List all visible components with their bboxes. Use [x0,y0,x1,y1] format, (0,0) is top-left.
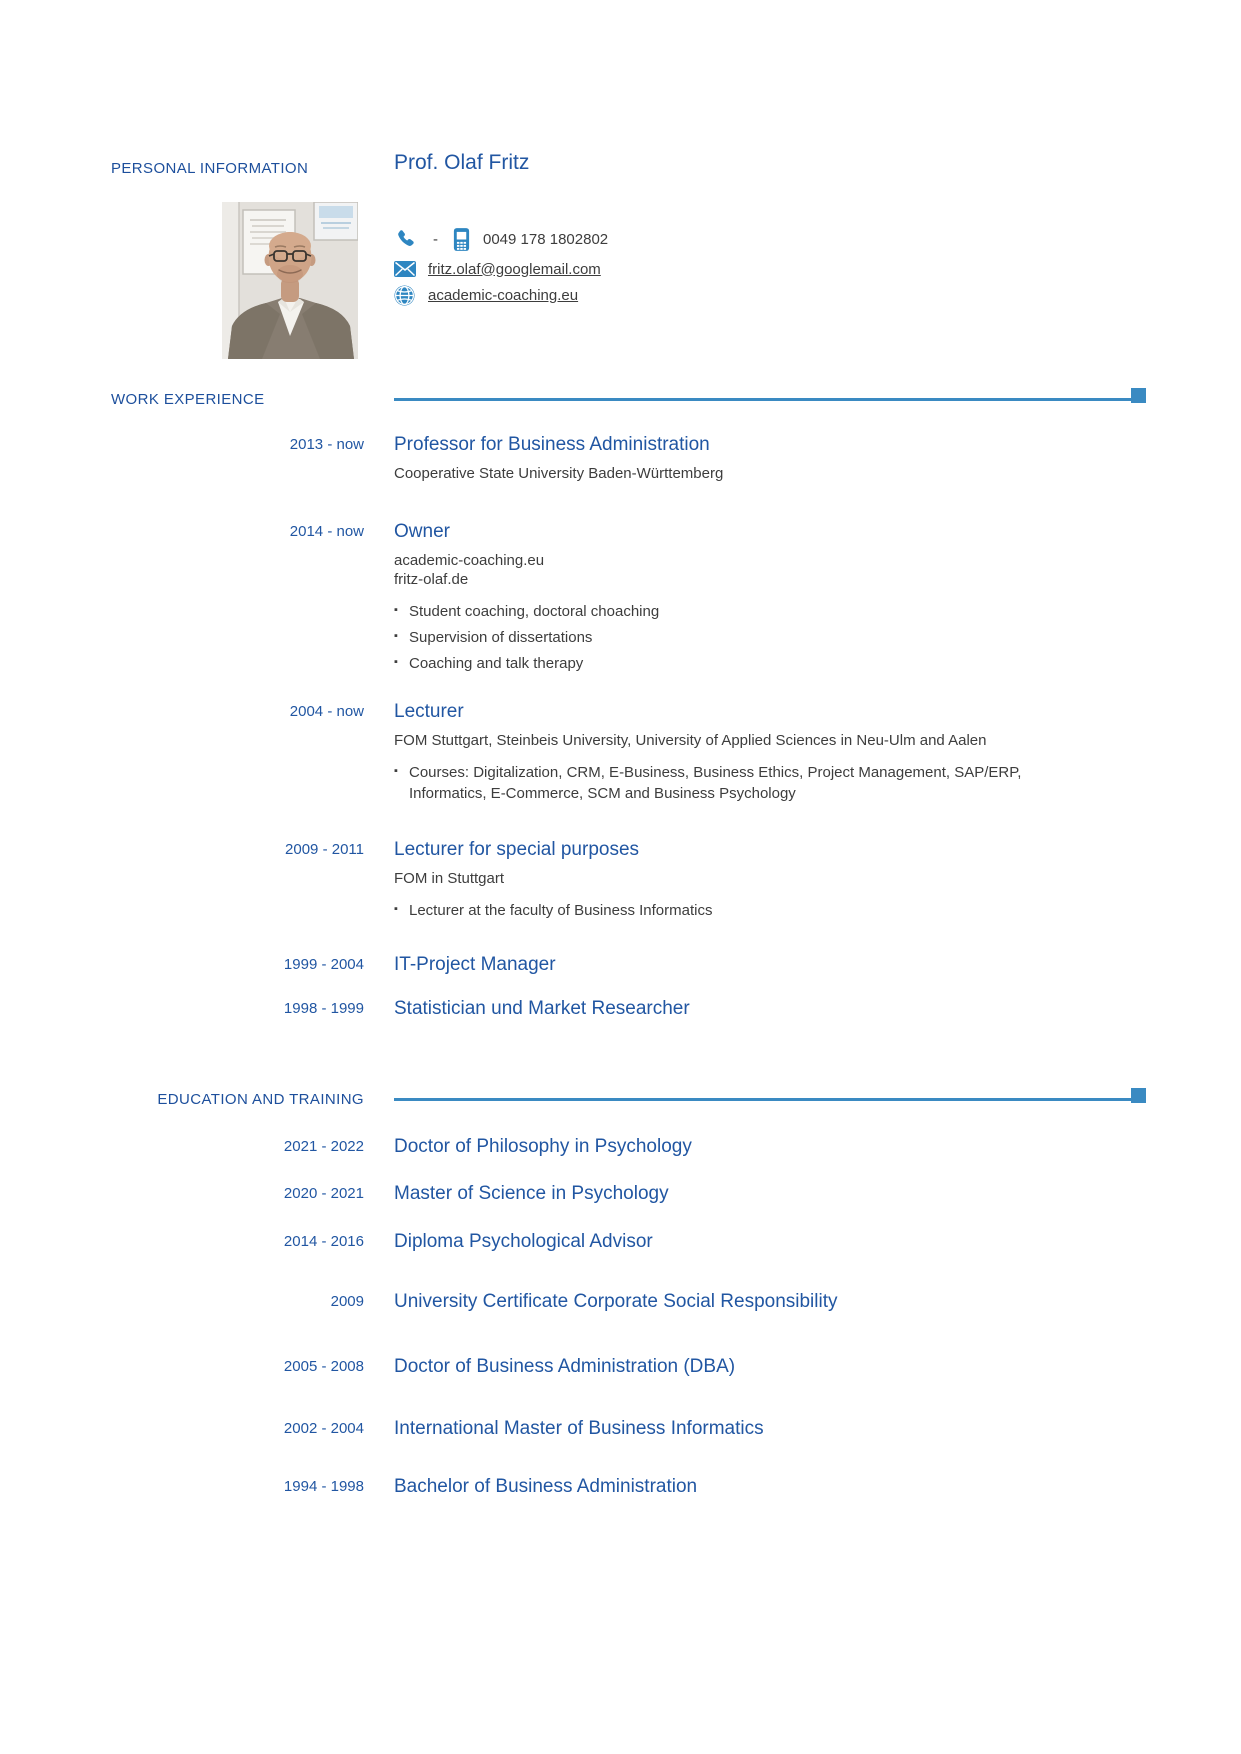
work-entry [0,838,1241,926]
entry-period: 1998 - 1999 [283,1000,364,1017]
entry-title: Doctor of Philosophy in Psychology [394,1136,692,1157]
phone-value: - [433,230,438,248]
education-entry [0,1417,1241,1440]
contact-row-phone [394,226,608,252]
education-entry [0,1230,1241,1253]
entry-title: Statistician und Market Researcher [394,998,690,1019]
entry-period: 2014 - now [289,523,364,540]
entry-period: 1999 - 2004 [283,956,364,973]
work-entry [0,433,1241,483]
entry-period: 2005 - 2008 [283,1358,364,1375]
work-entry [0,520,1241,679]
education-entry [0,1355,1241,1378]
entry-organisation: FOM Stuttgart, Steinbeis University, University of Applied Sciences in Neu-Ulm and Aalen [394,732,987,749]
education-entry [0,1290,1241,1313]
entry-bullet-list [394,762,1054,804]
mobile-phone-icon [452,227,471,252]
education-section-rule-endcap [1131,1088,1146,1103]
entry-organisation: FOM in Stuttgart [394,870,505,887]
bullet-item: ▪ Supervision of dissertations [394,627,1084,648]
mobile-number: 0049 178 1802802 [483,230,609,248]
entry-organisation: Cooperative State University Baden-Württemberg [394,465,724,482]
entry-period: 1994 - 1998 [283,1478,364,1495]
portrait-photo [222,202,358,359]
entry-period: 2009 [330,1293,364,1310]
entry-title: Doctor of Business Administration (DBA) [394,1356,736,1377]
section-label-personal-information: PERSONAL INFORMATION [111,160,309,177]
work-entry [0,953,1241,976]
phone-icon [394,228,417,251]
entry-bullet-list [394,900,1084,921]
section-label-education-and-training: EDUCATION AND TRAINING [157,1091,364,1108]
entry-period: 2004 - now [289,703,364,720]
contact-row-email [394,256,601,282]
email-link[interactable]: fritz.olaf@googlemail.com [428,260,601,278]
education-entry [0,1475,1241,1498]
entry-organisation-line: academic-coaching.eu [394,552,545,569]
person-name: Prof. Olaf Fritz [394,151,530,174]
work-entry [0,997,1241,1020]
entry-period: 2002 - 2004 [283,1420,364,1437]
email-icon [394,261,416,277]
entry-organisation-line: fritz-olaf.de [394,571,469,588]
website-globe-icon [394,285,415,306]
entry-title: Professor for Business Administration [394,434,710,455]
entry-title: University Certificate Corporate Social Responsibility [394,1291,838,1312]
entry-title: International Master of Business Informatics [394,1418,764,1439]
entry-period: 2013 - now [289,436,364,453]
entry-title: IT-Project Manager [394,954,556,975]
bullet-item: ▪ Lecturer at the faculty of Business Informatics [394,900,1084,921]
portrait-photo-graphic [222,202,358,359]
contact-row-website [394,282,578,308]
entry-title: Lecturer [394,701,464,722]
work-entry [0,700,1241,809]
education-section-rule [394,1098,1146,1101]
section-label-work-experience: WORK EXPERIENCE [111,391,265,408]
bullet-item: ▪ Coaching and talk therapy [394,653,1084,674]
entry-period: 2009 - 2011 [285,841,364,858]
entry-organisation [394,551,1084,589]
entry-period: 2014 - 2016 [283,1233,364,1250]
work-section-rule-endcap [1131,388,1146,403]
education-entry [0,1135,1241,1158]
work-section-rule [394,398,1146,401]
entry-title: Master of Science in Psychology [394,1183,669,1204]
bullet-item: ▪ Courses: Digitalization, CRM, E-Business, Business Ethics, Project Management, SAP/ERP, Informatics, E-Commerce, SCM and Business Psychology [394,762,1054,804]
entry-title: Diploma Psychological Advisor [394,1231,653,1252]
entry-period: 2021 - 2022 [283,1138,364,1155]
entry-bullet-list [394,601,1084,674]
entry-title: Owner [394,521,450,542]
entry-title: Bachelor of Business Administration [394,1476,698,1497]
entry-title: Lecturer for special purposes [394,839,640,860]
entry-period: 2020 - 2021 [283,1185,364,1202]
website-link[interactable]: academic-coaching.eu [428,286,579,304]
education-entry [0,1182,1241,1205]
bullet-item: ▪ Student coaching, doctoral choaching [394,601,1084,622]
